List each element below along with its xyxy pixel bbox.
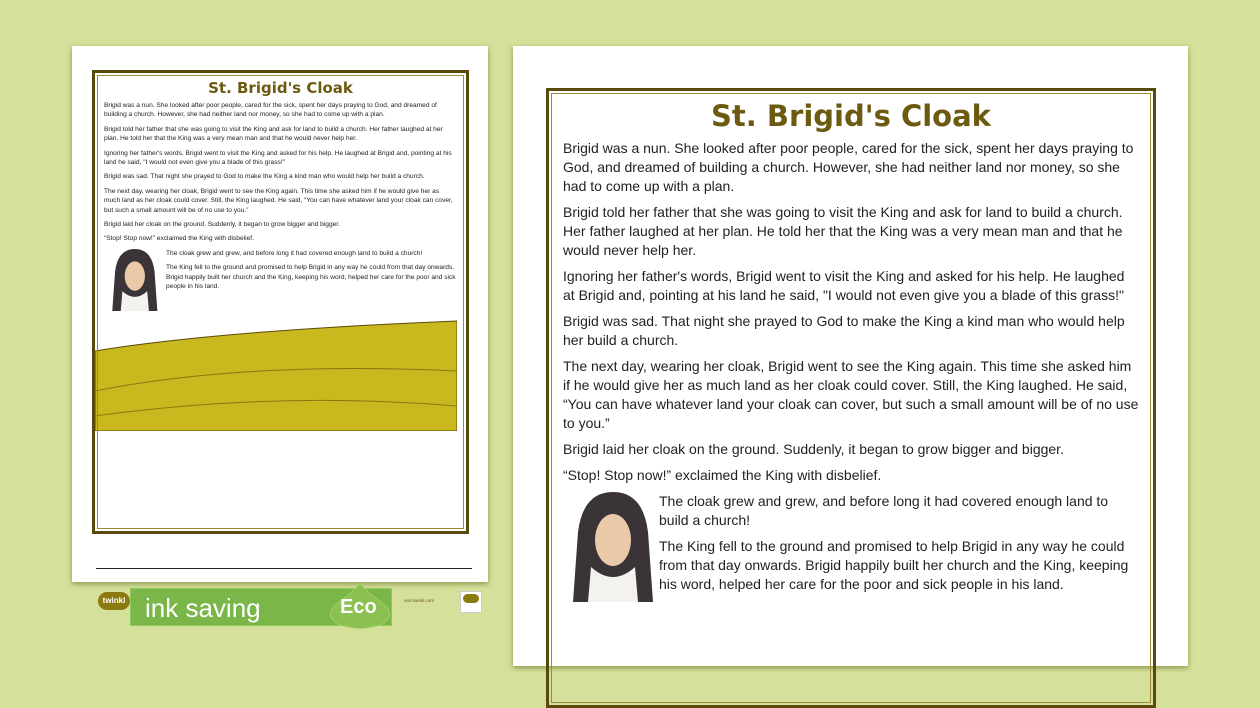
paragraph: “Stop! Stop now!” exclaimed the King with disbelief.: [104, 235, 254, 243]
paragraph: The next day, wearing her cloak, Brigid went to see the King again. This time she asked him if he would give her as much land as her cloak could cover. Still, the King laughed. He said, “You can have whatever land your cloak can cover, but such a small amount will be of no use to you.”: [104, 187, 453, 214]
paragraph: Ignoring her father's words, Brigid went to visit the King and asked for his help. He laughed at Brigid and, pointing at his land he said, "I would not even give you a blade of this grass!": [104, 149, 452, 167]
nun-illustration: [104, 249, 160, 311]
thumbnail-page[interactable]: [72, 46, 488, 605]
paragraph: The King fell to the ground and promised to help Brigid in any way he could from that day onwards. Brigid happily built her church and the King, keeping his word, helped her care for the poor and sick people in his land.: [659, 538, 1129, 592]
preview-page: [513, 46, 1188, 666]
paragraph: The King fell to the ground and promised to help Brigid in any way he could from that day onwards. Brigid happily built her church and the King, keeping his word, helped her care for the poor and sick people in his land.: [166, 264, 456, 291]
paragraph: “Stop! Stop now!” exclaimed the King with disbelief.: [563, 467, 882, 483]
ink-saving-label: ink saving: [145, 593, 261, 623]
paragraph: Brigid was sad. That night she prayed to God to make the King a kind man who would help her build a church.: [104, 173, 425, 181]
twinkl-logo: twinkl: [98, 592, 130, 610]
page-title: St. Brigid's Cloak: [711, 99, 991, 133]
page-border: [92, 70, 469, 534]
visit-link[interactable]: visit twinkl.com: [404, 598, 435, 603]
paragraph: Brigid was sad. That night she prayed to God to make the King a kind man who would help her build a church.: [563, 313, 1125, 348]
twinkl-badge-icon: [460, 591, 482, 613]
nun-illustration: [563, 492, 653, 602]
paragraph: Brigid laid her cloak on the ground. Suddenly, it began to grow bigger and bigger.: [104, 221, 340, 229]
paragraph: Brigid told her father that she was going to visit the King and ask for land to build a church. Her father laughed at her plan. He told her that the King was a very mean man and that he would never help her.: [563, 204, 1123, 258]
footer-divider: [96, 568, 472, 569]
paragraph: Brigid was a nun. She looked after poor people, cared for the sick, spent her days praying to God, and dreamed of building a church. However, she had neither land nor money, so she had to come up with a plan.: [104, 102, 437, 119]
paragraph: Brigid was a nun. She looked after poor people, cared for the sick, spent her days praying to God, and dreamed of building a church. However, she had neither land nor money, so she had to come up with a plan.: [563, 140, 1134, 194]
illustrated-section: [563, 492, 1139, 602]
paragraph: The next day, wearing her cloak, Brigid went to see the King again. This time she asked him if he would give her as much land as her cloak could cover. Still, the King laughed. He said, “You can have whatever land your cloak can cover, but such a small amount will be of no use to you.”: [563, 358, 1139, 431]
page-border: [546, 88, 1156, 708]
paragraph: The cloak grew and grew, and before long it had covered enough land to build a church!: [166, 249, 423, 257]
paragraph: Brigid told her father that she was going to visit the King and ask for land to build a church. Her father laughed at her plan. He told her that the King was a very mean man and that he would never help her.: [104, 125, 443, 143]
paragraph: The cloak grew and grew, and before long it had covered enough land to build a church!: [659, 493, 1109, 528]
paragraph: Brigid laid her cloak on the ground. Suddenly, it began to grow bigger and bigger.: [563, 441, 1064, 457]
cloak-illustration: [95, 311, 457, 431]
eco-label: Eco: [340, 596, 377, 618]
illustrated-section: [104, 249, 457, 311]
paragraph: Ignoring her father's words, Brigid went to visit the King and asked for his help. He laughed at Brigid and, pointing at his land he said, "I would not even give you a blade of this grass!": [563, 268, 1125, 303]
page-title: St. Brigid's Cloak: [208, 79, 353, 97]
